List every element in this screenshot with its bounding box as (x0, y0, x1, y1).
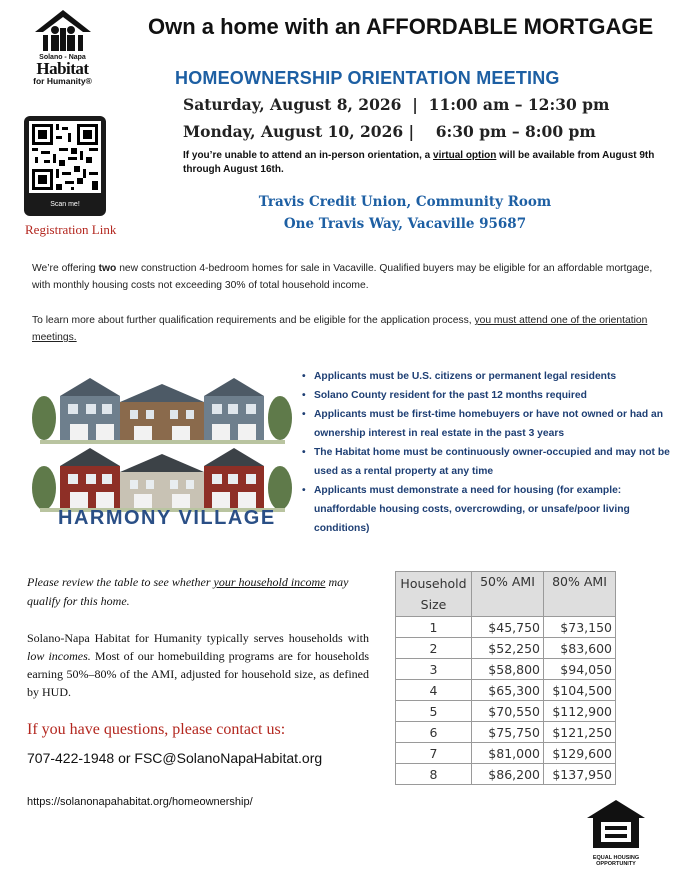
cell-size: 4 (396, 680, 472, 701)
cell-50-ami: $75,750 (472, 722, 544, 743)
cell-50-ami: $58,800 (472, 659, 544, 680)
cell-size: 8 (396, 764, 472, 785)
column-header-household-size: Household Size (396, 572, 472, 617)
cell-size: 3 (396, 659, 472, 680)
orientation-paragraph (32, 312, 662, 346)
cell-50-ami: $70,550 (472, 701, 544, 722)
logo-subname: for Humanity® (33, 76, 92, 86)
cell-size: 5 (396, 701, 472, 722)
serves-text-b: Most of our homebuilding programs are for households earning 50%–80% of the AMI, adjusted for household size, as defined by HUD. (27, 649, 369, 699)
intro-text-b: new construction 4-bedroom homes for sale in Vacaville. Qualified buyers may be eligible for an affordable mortgage, with monthly housing costs not exceeding 30% of total household income. (32, 263, 653, 291)
virtual-option-link[interactable]: virtual option (433, 150, 497, 161)
cell-size: 1 (396, 617, 472, 638)
requirements-list (300, 367, 670, 538)
table-row (396, 680, 616, 701)
table-row (396, 659, 616, 680)
page-title: Own a home with an AFFORDABLE MORTGAGE (148, 14, 654, 39)
qr-caption: Scan me! (50, 201, 80, 208)
logo-name: Habitat (36, 59, 89, 78)
review-note (27, 573, 357, 611)
virtual-note-text-b: will be available from August 9th through August 16th. (183, 150, 655, 175)
orientation-required: you must attend one of the orientation meetings. (32, 315, 648, 343)
table-header-row (396, 572, 616, 617)
equal-housing-icon (585, 798, 647, 850)
intro-bold: two (98, 263, 117, 274)
virtual-option-note (183, 149, 663, 177)
cell-80-ami: $112,900 (544, 701, 616, 722)
cell-80-ami: $73,150 (544, 617, 616, 638)
cell-size: 2 (396, 638, 472, 659)
cell-50-ami: $52,250 (472, 638, 544, 659)
requirement-item: • Applicants must be first-time homebuyers or have not owned or had an ownership interest in real estate in the past 3 years (300, 405, 670, 443)
table-row (396, 764, 616, 785)
logo-affiliate: Solano - Napa (39, 54, 86, 61)
contact-info[interactable]: 707-422-1948 or FSC@SolanoNapaHabitat.org (27, 750, 323, 766)
community-name: HARMONY VILLAGE (58, 507, 276, 529)
ami-income-table (395, 571, 616, 785)
cell-50-ami: $86,200 (472, 764, 544, 785)
table-row (396, 701, 616, 722)
cell-80-ami: $121,250 (544, 722, 616, 743)
requirement-item: • Applicants must be U.S. citizens or permanent legal residents (300, 367, 670, 386)
column-header-80-ami: 80% AMI (544, 572, 616, 617)
cell-50-ami: $45,750 (472, 617, 544, 638)
equal-housing-logo (585, 798, 647, 867)
requirement-item: • The Habitat home must be continuously owner-occupied and may not be used as a rental property at any time (300, 443, 670, 481)
cell-80-ami: $137,950 (544, 764, 616, 785)
review-underlined: your household income (213, 575, 326, 589)
table-row (396, 722, 616, 743)
serves-italic: low incomes. (27, 649, 91, 663)
cell-size: 6 (396, 722, 472, 743)
registration-link[interactable]: Registration Link (25, 222, 117, 237)
orientation-text: To learn more about further qualification requirements and be eligible for the application process, (32, 315, 475, 326)
virtual-note-text-a: If you’re unable to attend an in-person orientation, a (183, 150, 434, 161)
review-text-b: may qualify for this home. (27, 575, 349, 608)
cell-size: 7 (396, 743, 472, 764)
cell-80-ami: $129,600 (544, 743, 616, 764)
location-address: One Travis Way, Vacaville 95687 (283, 216, 527, 232)
qr-pattern-icon (29, 121, 101, 193)
qr-code-card[interactable] (24, 116, 106, 216)
meeting-date-1: Saturday, August 8, 2026 | 11:00 am – 12:30 pm (183, 95, 610, 114)
cell-50-ami: $81,000 (472, 743, 544, 764)
serves-text-a: Solano-Napa Habitat for Humanity typically serves households with (27, 631, 369, 645)
table-row (396, 743, 616, 764)
equal-housing-text: EQUAL HOUSING OPPORTUNITY (592, 855, 640, 867)
intro-paragraph (32, 260, 662, 294)
requirement-item: • Applicants must demonstrate a need for housing (for example: unaffordable housing costs, overcrowding, or unsafe/poor living conditions) (300, 481, 670, 538)
intro-text-a: We’re offering (32, 263, 99, 274)
meeting-title: HOMEOWNERSHIP ORIENTATION MEETING (175, 68, 560, 88)
cell-50-ami: $65,300 (472, 680, 544, 701)
habitat-logo (20, 8, 105, 118)
meeting-date-2: Monday, August 10, 2026 | 6:30 pm – 8:00 pm (183, 122, 596, 141)
table-row (396, 638, 616, 659)
requirement-item: • Solano County resident for the past 12 months required (300, 386, 670, 405)
habitat-house-icon (33, 8, 93, 52)
cell-80-ami: $83,600 (544, 638, 616, 659)
review-text-a: Please review the table to see whether (27, 575, 214, 589)
website-link[interactable]: https://solanonapahabitat.org/homeownership/ (27, 796, 253, 808)
location-venue: Travis Credit Union, Community Room (258, 194, 552, 210)
cell-80-ami: $104,500 (544, 680, 616, 701)
cell-80-ami: $94,050 (544, 659, 616, 680)
table-row (396, 617, 616, 638)
column-header-50-ami: 50% AMI (472, 572, 544, 617)
qr-code[interactable] (29, 121, 101, 193)
serves-paragraph (27, 629, 369, 701)
questions-heading: If you have questions, please contact us: (27, 721, 286, 738)
